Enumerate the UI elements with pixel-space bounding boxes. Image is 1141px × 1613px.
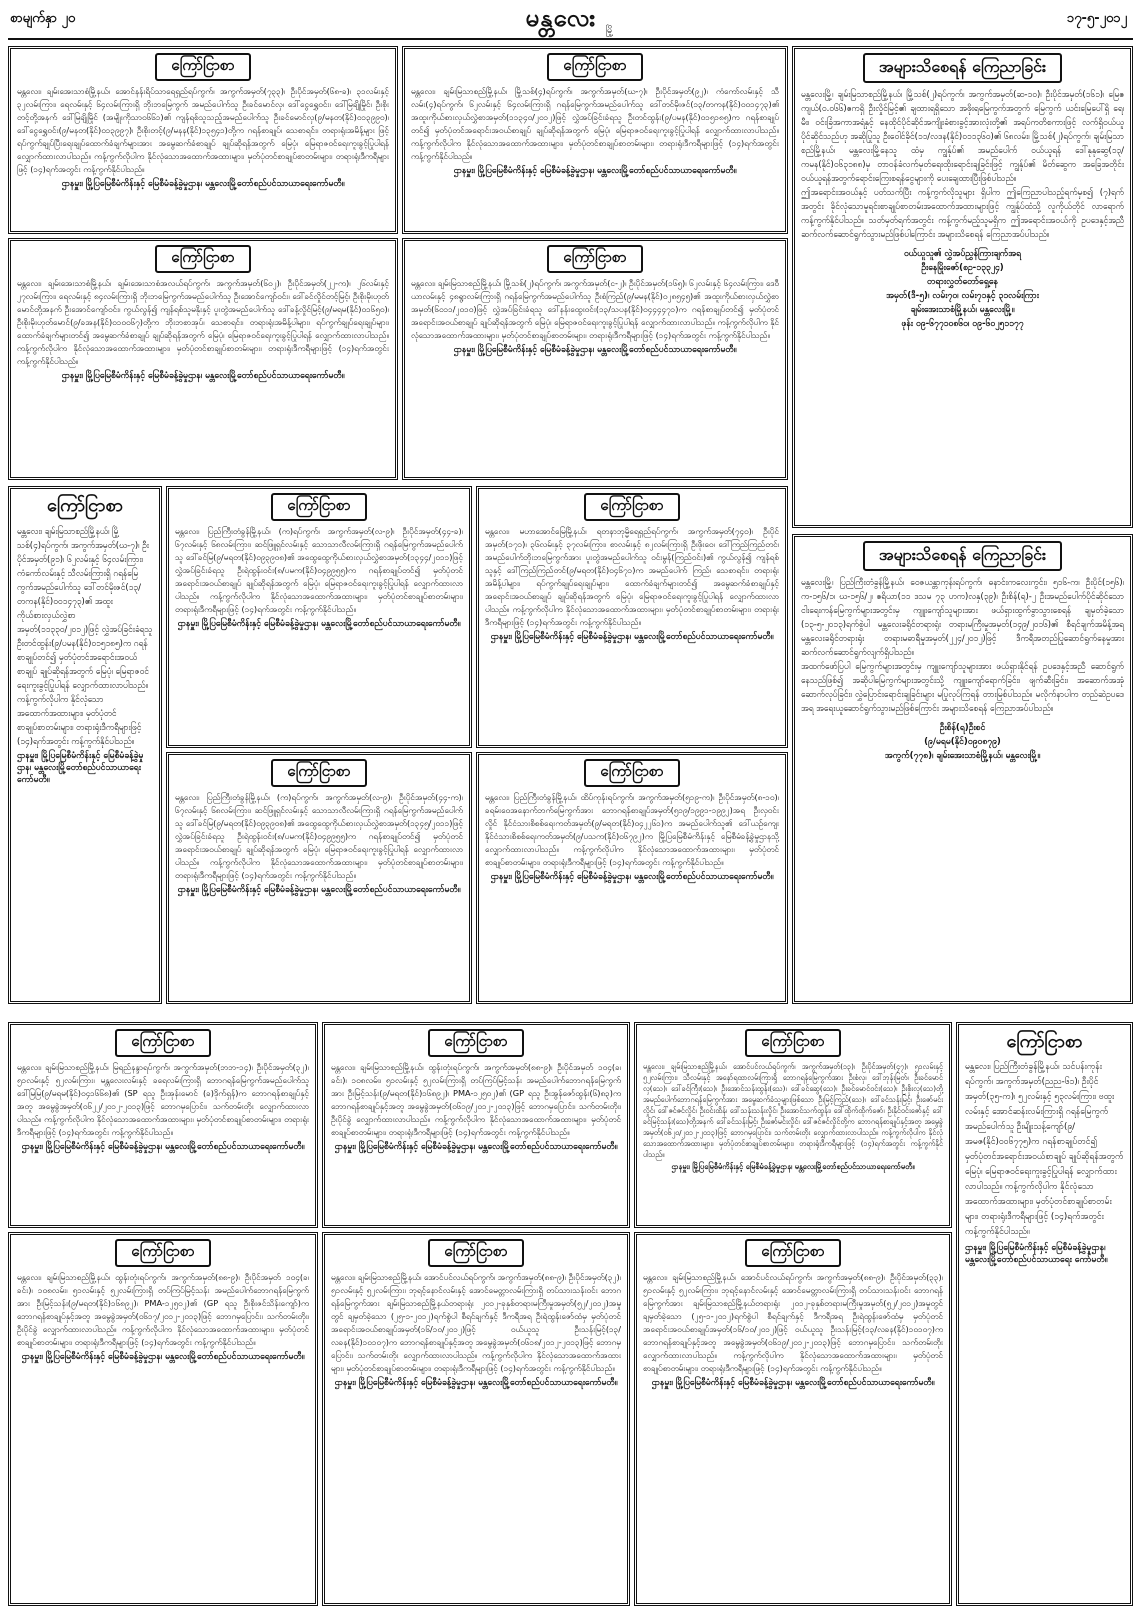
notice-title: ကြော်ငြာစာ [584,759,679,787]
notice [166,1008,788,1018]
notice-title: ကြော်ငြာစာ [745,1029,840,1057]
notice [402,46,788,234]
notice-text: မန္တလေး၊ ချမ်းမြသာစည်မြို့နယ်၊ မြို့သစ်(၄)ရပ်ကွက်၊ အကွက်အမှတ်(ဃ-၇)၊ ဦးပိုင်အမှတ်(၉၂)၊ ကံကော်လမ်းနှင့် သီလမ်း(၄)ရပ်ကွက်၊ ၆၂လမ်းနှင့် ၆၄လမ်းကြားရှိ ဂရန်မြေကွက်အမည်ပေါက်သူ ဒေါ်တင်မိုးဇင်(၁၃/တကန(နိုင်)၀၀၁၄၇၃)၏ အထူးကိုယ်စားလှယ်လွှဲစာအမှတ်(၁၁၃၄၀/၂၀၁၂)ဖြင့် လွှဲအပ်ခြင်းခံရသူ ဦးတင်ထွန်း(၉/ပမန(နိုင်)၀၁၅၁၈၅)က ဂရန်စာချုပ်တင်၍ မှတ်ပုံတင်အရောင်းအဝယ်စာချုပ် ချုပ်ဆိုရန်အတွက် မြေပုံ၊ မြေရာဇဝင်ရေးကူးခွင့်ပြုပါရန် လျှောက်ထားလာပါသည်။ ကန့်ကွက်လိုပါက နိုင်လုံသောအထောက်အထားများ၊ မှတ်ပုံတင်စာချုပ်စာတမ်းများ၊ တရားရုံးဒီကရီများဖြင့် (၁၄)ရက်အတွင်း ကန့်ကွက်နိုင်ပါသည်။ [411,86,782,161]
notice-text: မန္တလေး၊ မဟာအောင်မြေမြို့နယ်၊ ရတနာဘုမ္မိရေရှည်ရပ်ကွက်၊ အကွက်အမှတ်(၇၄၀)၊ ဦးပိုင်အမှတ်(၁၇၁)၊ ၃၆လမ်းနှင့် ၃၇လမ်းကြား၊ စာလမ်းနှင့် ၈၂လမ်းကြားရှိ ဦးဖိုးဝေ၊ ဒေါ်ကြည်ကြည်တင်၊ အမည်ပေါက်ဘိုးဘမြေကွက်အား ပူးတွဲအမည်ပေါက်သူ ဝင်းမွန်(ကြည်ဝင်း)၏ ကွယ်လွန်၍ ကျန်ရစ်သူနှင့် ဒေါ်ကြည်ကြည်တင်(၉/မရတ(နိုင်)၀၄၆၇၁)က အမည်ပေါက် ကြည်၊ သေစာရင်း၊ တရားရုံးအမိန့်ပါများ၊ ရပ်ကွက်ချုပ်ရေးချုပ်များ၊ ထောက်ခံချက်များတင်၍ အမွေဆက်ခံစာချုပ်နှင့် အရောင်းအဝယ်စာချုပ် ချုပ်ဆိုရန်အတွက် မြေပုံ၊ မြေရာဇဝင်ရေးကူးခွင့်ပြုပါရန် လျှောက်ထားလာပါသည်။ ကန့်ကွက်လိုပါက နိုင်လုံသောအထောက်အထားများ၊ မှတ်ပုံတင်စာချုပ်စာတမ်းများ၊ တရားရုံးဒီကရီများဖြင့် (၁၄)ရက်အတွင်း ကန့်ကွက်နိုင်ပါသည်။ [485,526,782,627]
notice-signature: ဌာနမှူး၊ မြို့ပြမြေစီမံကိန်းနှင့် မြေစီမံခန့်ခွဲမှုဌာန၊ မန္တလေးမြို့တော်စည်ပင်သာယာရေးကော်မတီ။ [61,179,345,189]
narrow-notice [956,1022,1133,1606]
notice [322,1232,630,1606]
notice-text: မန္တလေး၊ ပြည်ကြီးတံခွန်မြို့နယ်၊ သင်ပန်းကုန်းရပ်ကွက်၊ အကွက်အမှတ်(ညည-၆၁)၊ ဦးပိုင်အမှတ်(၃၅-က)၊ ၅၂လမ်းနှင့် ၅၃လမ်းကြား၊ ဗထူးလမ်းနှင့် အောင်ဆန်းလမ်းကြားရှိ ဂရန်မြေကွက်အမည်ပေါက်သူ ဦးမျိုးသန့်ကျော်(၉/အမဇ(နိုင်)၀၀၆၇၇၅)က ဂရန်စာချုပ်တင်၍ မှတ်ပုံတင်အရောင်းအဝယ်စာချုပ် ချုပ်ဆိုရန်အတွက် မြေပုံ၊ မြေရာဇဝင်ရေးကူးခွင့်ပြုပါရန် လျှောက်ထားလာပါသည်။ ကန့်ကွက်လိုပါက နိုင်လုံသောအထောက်အထားများ၊ မှတ်ပုံတင်စာချုပ်စာတမ်းများ၊ တရားရုံးဒီကရီများဖြင့် (၁၄)ရက်အတွင်း ကန့်ကွက်နိုင်ပါသည်။ [965,1062,1127,1237]
sig-line: ချမ်းအေးသာစံမြို့နယ်၊ မန္တလေးမြို့။ [910,305,1015,315]
notice-title: ကြော်ငြာစာ [155,245,250,273]
page-number: စာမျက်နှာ ၂၀ [10,11,76,26]
public-notice-signature [801,247,1124,331]
notice-title: ကြော်ငြာစာ [584,493,679,521]
notice-title: ကြော်ငြာစာ [428,1239,523,1267]
sig-line: ဖုန်း ၀၉-၆၇၇၁၀၈၆၀၊ ၀၉-၆၀၂၅၁၁၇၇ [901,319,1024,329]
notice-title: ကြော်ငြာစာ [745,1239,840,1267]
public-notice-signature [801,721,1124,763]
public-notice-title: အများသိစေရန် ကြေညာခြင်း [863,541,1062,571]
notice [476,486,788,748]
notice-text: မန္တလေး၊ ချမ်းမြသာစည်မြို့နယ်၊ ထွန်းတုံးရပ်ကွက်၊ အကွက်အမှတ်(၈၈-၉)၊ ဦးပိုင်အမှတ် ၁၀၄(ခ၊ခင်း)၊ ၁၀၈လမ်း၊ ၅၁လမ်းနှင့် ၅၂လမ်းကြားရှိ တပ်ကြပ်မြင့်သန်း အမည်ပေါက်ဘောဂရန်မြေကွက်အား ဦးမြင့်သန်း(၉/မရတ(နိုင်)၁၆၈၉၂)၊ PMA-၁၂၅၀၂)၏ (GP ရသူ ဦးအွန်ဇော်ထွန်း(၆)၈၃)က ဘောဂရန်စာချုပ်နှင့်အတူ အမွေခွဲအမှတ်(၀၆၁၉/၂၀၁၂-၂၀၁၃)ဖြင့် ဘောဂမှပြောင်း၊ သက်တမ်းတိုး၊ ဦးပိုင်ခွဲ လျှောက်ထားလာပါသည်။ ကန့်ကွက်လိုပါက နိုင်လုံသောအထောက်အထားများ၊ မှတ်ပုံတင်စာချုပ်စာတမ်းများ၊ တရားရုံးဒီကရီများဖြင့် (၁၄)ရက်အတွင်း ကန့်ကွက်နိုင်ပါသည်။ [331,1062,624,1137]
narrow-notice [8,486,162,1004]
notice-text: မန္တလေး၊ ချမ်းမြသာစည်မြို့နယ်၊ အောင်ပင်လယ်ရပ်ကွက်၊ အကွက်အမှတ်(၁၃)၊ ဦးပိုင်အမှတ်(၄၇)၊ ၅၁လမ်းနှင့် ၅၂လမ်းကြား၊ သီလမ်းနှင့် အနော်ရထာလမ်းကြားရှိ ဘောဂရန်မြေကွက်အား ဦးစံလှ၊ ဒေါ်ဘုန်းမြတ်၊ ဦးခင်မောင်လှ(သေ)၊ ဒေါ်ခင်ကြီး(သေ)၊ ဦးအောင်သန်းထွန်း(သေ)၊ ဒေါ်ခင်ဆွေ(သေ)၊ ဦးခင်မောင်ဝင်း(သေ)၊ ဦးစိုးလှ(သေ)တို့ အမည်ပေါက်ဘောဂရန်မြေကွက်အား အမွေဆက်ခံသူများဖြစ်သော ဦးမြင့်ကြည်(သေ)၊ ဒေါ်ခင်သန်းမြင့်၊ ဦးဇော်မင်းလှိုင်၊ ဒေါ်ဇင်ဇင်လှိုင်၊ ဦးဝင်းထိန်၊ ဒေါ်သန်းသန်းလှိုင်၊ ဦးအောင်သက်ထွန်း၊ ဒေါ်ထိုက်ထိုက်ဇော်၊ ဦးနိုင်ဝင်းဇော်နှင့် ဒေါ်ခင်မြင့်သန်း(သေ)တို့အနက် ဒေါ်ခင်သန်းမြင့်၊ ဦးဇော်မင်းလှိုင်၊ ဒေါ်ဇင်ဇင်လှိုင်တို့က ဘောဂရန်စာချုပ်နှင့်အတူ အမွေခွဲအမှတ်(၀၆၂၀/၂၀၁၂-၂၀၁၃)ဖြင့် ဘောဂမှပြောင်း၊ သက်တမ်းတိုး လျှောက်ထားလာပါသည်။ ကန့်ကွက်လိုပါက နိုင်လုံသောအထောက်အထားများ၊ မှတ်ပုံတင်စာချုပ်စာတမ်းများ၊ တရားရုံးဒီကရီများဖြင့် (၁၄)ရက်အတွင်း ကန့်ကွက်နိုင်ပါသည်။ [643,1062,946,1159]
page-header [0,0,1141,40]
notice-text: မန္တလေး၊ ပြည်ကြီးတံခွန်မြို့နယ်၊ ထိပ်ကုန်းရပ်ကွက်၊ အကွက်အမှတ်(၅၁၉-က)၊ ဦးပိုင်အမှတ်(၈-၁၀)၊ ခရမ်းဝေအနောက်ဘက်မြေကွက်အား ဘောဂရန်စာချုပ်အမှတ်(၅၁၉/၁၉၉၁-၁၉၉၂)အရ ဦးလှဝင်းလှိုင် နိုင်ငံသားစိစစ်ရေးကတ်အမှတ်(၉/မရတ(နိုင်)၀၄၂၂၆၁)က အမည်ပေါက်သူ၏ ဒေါ်ယဉ်ကျေး နိုင်ငံသားစိစစ်ရေးကတ်အမှတ်(၉/ပသက(နိုင်)၀၆၇၉၂)က မြို့ပြမြေစီမံကိန်းနှင့် မြေစီမံခန့်ခွဲမှုဌာနသို့ လျှောက်ထားလာပါသည်။ ကန့်ကွက်လိုပါက နိုင်လုံသောအထောက်အထားများ၊ မှတ်ပုံတင်စာချုပ်စာတမ်းများ၊ တရားရုံးဒီကရီများဖြင့် (၁၄)ရက်အတွင်း ကန့်ကွက်နိုင်ပါသည်။ [485,792,782,867]
notice-signature: ဌာနမှူး၊ မြို့ပြမြေစီမံကိန်းနှင့် မြေစီမံခန့်ခွဲမှုဌာန၊ မန္တလေးမြို့တော်စည်ပင်သာယာရေးကော်မတီ။ [177,619,461,629]
notice-title: ကြော်ငြာစာ [46,495,124,516]
notice-text: မန္တလေး၊ ပြည်ကြီးတံခွန်မြို့နယ်၊ (က)ရပ်ကွက်၊ အကွက်အမှတ်(လ-၉)၊ ဦးပိုင်အမှတ်(၄၄-က)၊ ၆၇လမ်းနှင့် ၆၈လမ်းကြား၊ ဆင်ဖြူရှင်လမ်းနှင့် သောသာလီလမ်းကြားရှိ ဂရန်မြေကွက်အမည်ပေါက်သူ ဒေါ်ခင်မြ(၉/မရတ(နိုင်)၀၉၃၉၀၈)၏ အထွေထွေကိုယ်စားလှယ်လွှဲစာအမှတ်(၁၃၄၅/၂၀၁၁)ဖြင့် လွှဲအပ်ခြင်းခံရသူ ဦးရဲထွန်းဝင်း(၈/ပမက(နိုင်)၀၄၉၉၅၅)က ဂရန်စာချုပ်တင်၍ မှတ်ပုံတင်အရောင်းအဝယ်စာချုပ် ချုပ်ဆိုရန်အတွက် မြေပုံ၊ မြေရာဇဝင်ရေးကူးခွင့်ပြုပါရန် လျှောက်ထားလာပါသည်။ ကန့်ကွက်လိုပါက နိုင်လုံသောအထောက်အထားများ၊ မှတ်ပုံတင်စာချုပ်စာတမ်းများ၊ တရားရုံးဒီကရီများဖြင့် (၁၄)ရက်အတွင်း ကန့်ကွက်နိုင်ပါသည်။ [175,792,466,880]
notice-signature: ဌာနမှူး၊ မြို့ပြမြေစီမံကိန်းနှင့် မြေစီမံခန့်ခွဲမှုဌာန၊ မန္တလေးမြို့တော်စည်ပင်သာယာရေးကော်မတီ။ [490,872,774,882]
notice-signature: ဌာနမှူး၊ မြို့ပြမြေစီမံကိန်းနှင့် မြေစီမံခန့်ခွဲမှုဌာန၊ မန္တလေးမြို့တော်စည်ပင်သာယာရေးကော်မတီ။ [21,1352,305,1362]
notice [634,1022,952,1228]
notice-signature: ဌာနမှူး၊ မြို့ပြမြေစီမံကိန်းနှင့် မြေစီမံခန့်ခွဲမှုဌာန၊ မန္တလေးမြို့တော်စည်ပင်သာယာရေးကော်မတီ။ [334,1378,618,1388]
notice-signature: ဌာနမှူး၊ မြို့ပြမြေစီမံကိန်းနှင့် မြေစီမံခန့်ခွဲမှုဌာန၊ မန္တလေးမြို့တော်စည်ပင်သာယာရေးကော်မတီ။ [490,632,774,642]
notice-title: ကြော်ငြာစာ [115,1029,210,1057]
notice-title: ကြော်ငြာစာ [115,1239,210,1267]
notice [8,1022,318,1228]
notice [322,1022,630,1228]
sig-line: အကွက်(၇၇၈)၊ ချမ်းအေးသာစံမြို့နယ်၊ မန္တလေးမြို့။ [884,751,1041,761]
notice [166,752,472,1004]
notice-text: မန္တလေး၊ ချမ်းအေးသာစံမြို့နယ်၊ အောင်နန်းရိပ်သာရေရှည်ရပ်ကွက်၊ အကွက်အမှတ်(၇၃၃)၊ ဦးပိုင်အမှတ်(၆၈-ခ)၊ ၃၁လမ်းနှင့် ၃၂လမ်းကြား၊ ရေလမ်းနှင့် ၆၄လမ်းကြားရှိ ဘိုးဘမြေကွက် အမည်ပေါက်သူ ဦးခင်မောင်လှ၊ ဒေါ်ငွေရွှေဝင်း၊ ဒေါ်မြချိုမြိုင်၊ ဦးစိုးတင့်တို့အနက် ဒေါ်မြချိုမြိုင် (အမျိုးကိုသာ၀၆၆၁)၏ ကျန်ရစ်သူသည့်အမည်ပေါက်သူ ဦးခင်မောင်လှ(၉/မနတ(နိုင်)၀၁၃၉၉၀)၊ ဒေါ်ငွေရွှေဝင်း(၉/မနတ(နိုင်)၀၁၃၉၉၇)၊ ဦးစိုးတင့်(၉/မနန(နိုင်)၁၃၅၄၁)တို့က ဂရန်စာချုပ်၊ သေစာရင်း၊ တရားရုံးအမိန့်များ ဖြင့် ရပ်ကွက်ချုပ်ပြီးရေးချုပ်ထောက်ခံချက်များအား အမွေဆက်ခံစာချုပ် ချုပ်ဆိုရန်အတွက် မြေပုံ၊ မြေရာဇဝင်ရေးကူးခွင့်ပြုပါရန် လျှောက်ထားလာပါသည်။ ကန့်ကွက်လိုပါက နိုင်လုံသောအထောက်အထားများ၊ မှတ်ပုံတင်စာချုပ်စာတမ်းများ၊ တရားရုံးဒီကရီများဖြင့် (၁၄)ရက်အတွင်း ကန့်ကွက်နိုင်ပါသည်။ [17,86,392,174]
notice-text: မန္တလေး၊ ချမ်းမြသာစည်မြို့နယ်၊ အောင်ပင်လယ်ရပ်ကွက်၊ အကွက်အမှတ်(၈၈-၉)၊ ဦးပိုင်အမှတ်(၃၂)၊ ၅၁လမ်းနှင့် ၅၂လမ်းကြား၊ ဘုရင့်နောင်လမ်းနှင့် အောင်မေတ္တာလမ်းကြားရှိ တပ်သားသန်းဝင်း ဘောဂရန်မြေကွက်အား ချမ်းမြသာစည်မြို့နယ်တရားရုံး ၂၀၁၂-ခုနှစ်တရားမကြီးမှုအမှတ်(၅၂/၂၀၁၂)အမှုတွင် ချမှတ်ခဲ့သော (၂၅-၁-၂၀၁၂)ရက်စွဲပါ စီရင်ချက်နှင့် ဒီကရီအရ ဦးရဲထွန်းဇော်ထံမှ မှတ်ပုံတင်အရောင်းအဝယ်စာချုပ်အမှတ်(၁၆/၁၀/၂၀၁၂)ဖြင့် ဝယ်ယူသူ ဦးသန်းမြင့်(၁၃/လခန(နိုင်)၁၀၁၀၇)က ဘောဂရန်စာချုပ်နှင့်အတူ အမွေခွဲအမှတ်(၀၆၁၈/၂၀၁၂-၂၀၁၃)ဖြင့် ဘောဂမှပြောင်း၊ သက်တမ်းတိုး လျှောက်ထားလာပါသည်။ ကန့်ကွက်လိုပါက နိုင်လုံသောအထောက်အထားများ၊ မှတ်ပုံတင်စာချုပ်စာတမ်းများ၊ တရားရုံးဒီကရီများဖြင့် (၁၄)ရက်အတွင်း ကန့်ကွက်နိုင်ပါသည်။ [331,1272,624,1373]
notice-signature: ဌာနမှူး၊ မြို့ပြမြေစီမံကိန်းနှင့် မြေစီမံခန့်ခွဲမှုဌာန၊ မန္တလေးမြို့တော်စည်ပင်သာယာရေး ကော်မတီ။ [965,1243,1108,1265]
notice-signature: ဌာနမှူး၊ မြို့ပြမြေစီမံကိန်းနှင့် မြေစီမံခန့်ခွဲမှုဌာန၊ မန္တလေးမြို့တော်စည်ပင်သာယာရေးကော်မတီ။ [453,166,737,176]
notice-signature: ဌာနမှူး၊ မြို့ပြမြေစီမံကိန်းနှင့် မြေစီမံခန့်ခွဲမှုဌာန၊ မန္တလေးမြို့တော်စည်ပင်သာယာရေးကော်မတီ။ [453,345,737,355]
notice-signature: ဌာနမှူး၊ မြို့ပြမြေစီမံကိန်းနှင့် မြေစီမံခန့်ခွဲမှုဌာန၊ မန္တလေးမြို့တော်စည်ပင်သာယာရေးကော်မတီ။ [17,751,144,785]
notice [8,46,398,234]
masthead-logo [495,2,645,38]
notice-text: မန္တလေး၊ ချမ်းမြသာစည်မြို့နယ်၊ ထွန်းတုံးရပ်ကွက်၊ အကွက်အမှတ်(၈၈-၉)၊ ဦးပိုင်အမှတ် ၁၀၄(ခ၊ခင်း)၊ ၁၀၈လမ်း၊ ၅၁လမ်းနှင့် ၅၂လမ်းကြားရှိ တပ်ကြပ်မြင့်သန်း အမည်ပေါက်ဘောဂရန်မြေကွက်အား ဦးမြင့်သန်း(၉/မရတ(နိုင်)၁၆၈၉၂)၊ PMA-၁၂၅၀၂)၏ (GP ရသူ ဦးစိုးဇင်သိန်းကျော်)က ဘောဂရန်စာချုပ်နှင့်အတူ အမွေခွဲအမှတ်(၀၆၁၇/၂၀၁၂-၂၀၁၃)ဖြင့် ဘောဂမှပြောင်း၊ သက်တမ်းတိုး၊ ဦးပိုင်ခွဲ လျှောက်ထားလာပါသည်။ ကန့်ကွက်လိုပါက နိုင်လုံသောအထောက်အထားများ၊ မှတ်ပုံတင်စာချုပ်စာတမ်းများ၊ တရားရုံးဒီကရီများဖြင့် (၁၄)ရက်အတွင်း ကန့်ကွက်နိုင်ပါသည်။ [17,1272,312,1347]
notice-title: ကြော်ငြာစာ [271,759,366,787]
issue-date: ၁၇-၅-၂၀၁၂ [1066,11,1127,26]
masthead-subtitle: မြို့ [605,26,615,36]
public-notice-text: မန္တလေးမြို့၊ ပြည်ကြီးတံခွန်မြို့နယ်၊ ဝေဇယန္တာကုန်းရပ်ကွက်၊ ဓနာင်းကလေးကွင်း၊ ၅၁၆-က၊ ဦးပိုင်(၁၅၆)၊ က-၁၅၆/၁၊ ဃ-၁၅၆/၂၊ ဧရိယာ(၁၁ ဒသမ ၇၃ ဟက)လနှ(၃၉)၊ ဦးစိန်(ရ)-၂ ဦးအမည်ပေါက်ပိုင်ဆိုင်သော ငါးရေးကန်မြေကွက်များအတွင်းမှ ကျူးကျော်သူများအား ဖယ်ရှားထွက်ခွာသွားစေရန် ချမှတ်ခဲ့သော (၁၃-၅-၂၀၁၃)ရက်စွဲပါ မန္တလေးခရိုင်တရားရုံး တရားမကြီးမှုအမှတ်(၁၄၉/၂၀၁၆)၏ စီရင်ချက်အမိန့်အရ မန္တလေးခရိုင်တရားရုံး တရားမဓာရီမှုအမှတ်(၂၂၄/၂၀၁၂)ဖြင့် ဒီကရီအတည်ပြုဆောင်ရွက်နေမှုအား ဆက်လက်ဆောင်ရွက်လျက်ရှိပါသည်။ အထက်ဖော်ပြပါ မြေကွက်များအတွင်းမှ ကျူးကျော်သူများအား ဖယ်ရှားနိုင်ရန် ဥပဒေနှင့်အညီ ဆောင်ရွက်နေသည်ဖြစ်၍ အဆိုပါမြေကွက်များအတွင်းသို့ ကျူးကျော်ရောက်ခြင်း၊ ဖျက်ဆီးခြင်း၊ အဆောက်အအုံဆောက်လုပ်ခြင်း၊ လွှဲပြောင်းရောင်းချခြင်းများ မပြုလုပ်ကြရန် တားမြစ်ပါသည်။ မလိုက်နာပါက တည်ဆဲဥပဒေအရ အရေးယူဆောင်ရွက်သွားမည်ဖြစ်ကြောင်း အများသိစေရန် ကြေညာအပ်ပါသည်။ [801,577,1124,713]
public-notice-text: မန္တလေးမြို့၊ ချမ်းမြသာစည်မြို့နယ်၊ မြို့သစ်(၂)ရပ်ကွက်၊ အကွက်အမှတ်(ဆ-၁၀)၊ ဦးပိုင်အမှတ်(၁၆၁)၊ မြေဧကျယ်(၀.၀၆၆)ဧကရှိ ဦးလှိုင်မြင့်၏ ချထားရရှိသော အဖိုးရမြေကွက်အတွက် မြေကွက် ယင်းမြေပေါ်ရှိ ရေ၊ မီး၊ ဝင်းခြံအကာအရံနှင့် နေထိုင်ပိုင်ဆိုင်အကျိုးခံစားခွင့်အားလုံးတို့၏ အရပ်ကတိစကားဖြင့် လက်ရှိဝယ်ယူပိုင်ဆိုင်သည်ဟု အဆိုပြုသူ ဦးဝေါင်ခိုင်(၁၁/လဒန(နိုင်)၀၁၁၃၆၀)၏ ၆၈လမ်း၊ မြို့သစ်(၂)ရပ်ကွက်၊ ချမ်းမြသာစည်မြို့နယ်၊ မန္တလေးမြို့နေသူ ထံမှ ကျွန်ုပ်၏ အမည်ပေါက် ဝယ်ယူရန် ဒေါ်နုနုဆွေ(၁၃/ကမန(နိုင်)၀၆၃၁၈၈)မှ တာဝန်ခံလက်မှတ်ရေးထိုးရောင်းချခြင်းဖြင့် ကျွန်ုပ်၏ မိတ်ဆွေက အခြေအတိုင်းဝယ်ယူရန်အတွက်ရောင်းကြေးစရန်ငွေများကို ပေးချေထားပြီးဖြစ်ပါသည်။ ဤအရောင်းအဝယ်နှင့် ပတ်သက်ပြီး ကန့်ကွက်လိုသူများ ရှိပါက ဤကြေညာပါသည့်ရက်မှစ၍ (၇)ရက်အတွင်း ခိုင်လုံသောမူရင်းစာချုပ်စာတမ်းအထောက်အထားများဖြင့် ကျွန်ုပ်ထံသို့ လူကိုယ်တိုင် လာရောက်ကန့်ကွက်နိုင်ပါသည်။ သတ်မှတ်ရက်အတွင်း ကန့်ကွက်မည့်သူမရှိက ဤအရောင်းအဝယ်ကို ဥပဒေနှင့်အညီ ဆက်လက်ဆောင်ရွက်သွားမည်ဖြစ်ပါကြောင်း အများသိစေရန် ကြေညာအပ်ပါသည်။ [801,89,1124,239]
sig-line: ဦးစိန်(ရ)ဦးစင် [939,723,986,733]
notice-signature: ဌာနမှူး၊ မြို့ပြမြေစီမံကိန်းနှင့် မြေစီမံခန့်ခွဲမှုဌာန၊ မန္တလေးမြို့တော်စည်ပင်သာယာရေးကော်မတီ။ [61,371,345,381]
notice-title: ကြော်ငြာစာ [547,53,642,81]
notice-signature: ဌာနမှူး၊ မြို့ပြမြေစီမံကိန်းနှင့် မြေစီမံခန့်ခွဲမှုဌာန၊ မန္တလေးမြို့တော်စည်ပင်သာယာရေးကော်မတီ။ [334,1142,618,1152]
notice-signature: ဌာနမှူး၊ မြို့ပြမြေစီမံကိန်းနှင့် မြေစီမံခန့်ခွဲမှုဌာန၊ မန္တလေးမြို့တော်စည်ပင်သာယာရေးကော်မတီ။ [671,1162,915,1171]
sig-line: အမှတ်(ဒီ-၅)၊ လမ်း၇၀၊ လမ်း၇၁နှင့် ၃၁လမ်းကြား [886,291,1039,301]
sig-line: ဦးနေမြိုးဇော်(စဥ-၁၃၃၂၄) [921,263,1004,273]
sig-line: တရားလွှတ်တော်ရှေ့နေ [927,277,998,287]
notice-signature: ဌာနမှူး၊ မြို့ပြမြေစီမံကိန်းနှင့် မြေစီမံခန့်ခွဲမှုဌာန၊ မန္တလေးမြို့တော်စည်ပင်သာယာရေးကော်မတီ။ [177,885,461,895]
notice-signature: ဌာနမှူး၊ မြို့ပြမြေစီမံကိန်းနှင့် မြေစီမံခန့်ခွဲမှုဌာန၊ မန္တလေးမြို့တော်စည်ပင်သာယာရေးကော်မတီ။ [651,1378,935,1388]
notice-title: ကြော်ငြာစာ [428,1029,523,1057]
notice-text: မန္တလေး၊ ချမ်းအေးသာစံမြို့နယ်၊ ချမ်းအေးသာစံအလယ်ရပ်ကွက်၊ အကွက်အမှတ်(၆၀၂)၊ ဦးပိုင်အမှတ်(၂၂-က)၊ ၂၆လမ်းနှင့် ၂၇လမ်းကြား၊ ရေလမ်းနှင့် ၈၄လမ်းကြားရှိ ဘိုးဘမြေကွက်အမည်ပေါက်သူ ဦးအောင်ကျော်ဝင်း၊ ဒေါ်ခင်လှိုင်တင့်မြင့်၊ ဦးစိုးမိုးဟုတ်မောင်တို့အနက် ဦးအောင်ကျော်ဝင်း၊ ကွယ်လွန်၍ ကျန်ရစ်သူမနိုးနှင့် ပူးတွဲအမည်ပေါက်သူ ဒေါ်ခန့်လှိုင်မြင့်(၉/မရမ(နိုင်)၀၁၆၅၀)၊ ဦးစိုးမိုးဟုတ်မောင်(၉/ခအန(နိုင်)၀၁၀၀၆၇)တို့က ဘိုးဘစာအုပ်၊ သေစာရင်း၊ တရားရုံးအမိန့်ပါများ၊ ရပ်ကွက်ချုပ်ရေးချုပ်များ၊ ထောက်ခံချက်များတင်၍ အမွေဆက်ခံစာချုပ် ချုပ်ဆိုရန်အတွက် မြေပုံ၊ မြေရာဇဝင်ရေးကူးခွင့်ပြုပါရန် လျှောက်ထားလာပါသည်။ ကန့်ကွက်လိုပါက နိုင်လုံသောအထောက်အထားများ၊ မှတ်ပုံတင်စာချုပ်စာတမ်းများ၊ တရားရုံးဒီကရီများဖြင့် (၁၄)ရက်အတွင်း ကန့်ကွက်နိုင်ပါသည်။ [17,278,392,366]
notice [634,1232,952,1606]
notice [8,1232,318,1606]
notice-text: မန္တလေး၊ ချမ်းမြသာစည်မြို့နယ်၊ မြရည်နန္ဒာရပ်ကွက်၊ အကွက်အမှတ်(ဘဘ-၁၄)၊ ဦးပိုင်အမှတ်(၃၂)၊ ၅၁လမ်းနှင့် ၅၂လမ်းကြား၊ မန္တလေးလမ်းနှင့် ခရေလမ်းကြားရှိ ဘောဂရန်မြေကွက်အမည်ပေါက်သူ ဒေါ်မြမြ(၉/မရမ(နိုင်)၀၄၁၆၆၈)၏ (SP ရသူ ဦးအုန်းမောင် (ခ)ဒိုက်ရှန်)က ဘောဂရန်စာချုပ်နှင့်အတူ အမွေခွဲအမှတ်(၀၆၂၂/၂၀၁၂-၂၀၁၃)ဖြင့် ဘောဂမှပြောင်း၊ သက်တမ်းတိုး လျှောက်ထားလာပါသည်။ ကန့်ကွက်လိုပါက နိုင်လုံသောအထောက်အထားများ၊ မှတ်ပုံတင်စာချုပ်စာတမ်းများ၊ တရားရုံးဒီကရီများဖြင့် (၁၄)ရက်အတွင်း ကန့်ကွက်နိုင်ပါသည်။ [17,1062,312,1137]
notice-title: ကြော်ငြာစာ [547,245,642,273]
sig-line: ဝယ်ယူသူ၏ လွှဲအပ်ညွှန်ကြားချက်အရ [903,249,1022,259]
notice-signature: ဌာနမှူး၊ မြို့ပြမြေစီမံကိန်းနှင့် မြေစီမံခန့်ခွဲမှုဌာန၊ မန္တလေးမြို့တော်စည်ပင်သာယာရေးကော်မတီ။ [21,1142,305,1152]
notice-title: ကြော်ငြာစာ [271,493,366,521]
notice [476,752,788,1004]
sig-line: (၉/မရမ(နိုင်)၀၉၀၈၇၉) [924,737,1001,747]
notice-title: ကြော်ငြာစာ [155,53,250,81]
public-notice [792,46,1133,528]
notice-text: မန္တလေး၊ ချမ်းမြသာစည်မြို့နယ်၊ အောင်ပင်လယ်ရပ်ကွက်၊ အကွက်အမှတ်(၈၈-၉)၊ ဦးပိုင်အမှတ်(၃၃)၊ ၅၁လမ်းနှင့် ၅၂လမ်းကြား၊ ဘုရင့်နောင်လမ်းနှင့် အောင်မေတ္တာလမ်းကြားရှိ တပ်သားသန်းဝင်း ဘောဂရန်မြေကွက်အား ချမ်းမြသာစည်မြို့နယ်တရားရုံး ၂၀၁၂-ခုနှစ်တရားမကြီးမှုအမှတ်(၅၂/၂၀၁၂)အမှုတွင် ချမှတ်ခဲ့သော (၂၅-၁-၂၀၁၂)ရက်စွဲပါ စီရင်ချက်နှင့် ဒီကရီအရ ဦးရဲထွန်းဇော်ထံမှ မှတ်ပုံတင်အရောင်းအဝယ်စာချုပ်အမှတ်(၁၆/၁၀/၂၀၁၂)ဖြင့် ဝယ်ယူသူ ဦးသန်းမြင့်(၁၃/လခန(နိုင်)၁၀၁၀၇)က ဘောဂရန်စာချုပ်နှင့်အတူ အမွေခွဲအမှတ်(၀၆၁၉/၂၀၁၂-၂၀၁၃)ဖြင့် ဘောဂမှပြောင်း၊ သက်တမ်းတိုး လျှောက်ထားလာပါသည်။ ကန့်ကွက်လိုပါက နိုင်လုံသောအထောက်အထားများ၊ မှတ်ပုံတင်စာချုပ်စာတမ်းများ၊ တရားရုံးဒီကရီများဖြင့် (၁၄)ရက်အတွင်း ကန့်ကွက်နိုင်ပါသည်။ [643,1272,946,1373]
notice-text: မန္တလေး၊ ချမ်းမြသာစည်မြို့နယ်၊ မြို့သစ်(၄)ရပ်ကွက်၊ အကွက်အမှတ်(ဃ-၇)၊ ဦးပိုင်အမှတ်(၉၁)၊ ၆၂လမ်းနှင့် ၆၄လမ်းကြား၊ ကံကော်လမ်းနှင့် သီလမ်းကြားရှိ ဂရန်မြေကွက်အမည်ပေါက်သူ ဒေါ်တင်မိုးဇင်(၁၃/တကန(နိုင်)၀၀၁၄၇၃)၏ အထူးကိုယ်စားလှယ်လွှဲစာအမှတ်(၁၁၃၃၀/၂၀၁၂)ဖြင့် လွှဲအပ်ခြင်းခံရသူ ဦးတင်ထွန်း(၉/ပမန(နိုင်)၀၁၅၁၈၅)က ဂရန်စာချုပ်တင်၍ မှတ်ပုံတင်အရောင်းအဝယ်စာချုပ် ချုပ်ဆိုရန်အတွက် မြေပုံ၊ မြေရာဇဝင်ရေးကူးခွင့်ပြုပါရန် လျှောက်ထားလာပါသည်။ ကန့်ကွက်လိုပါက နိုင်လုံသောအထောက်အထားများ၊ မှတ်ပုံတင်စာချုပ်စာတမ်းများ၊ တရားရုံးဒီကရီများဖြင့် (၁၄)ရက်အတွင်း ကန့်ကွက်နိုင်ပါသည်။ [17,526,156,746]
public-notice [792,534,1133,1004]
notice [166,486,472,748]
public-notice-title: အများသိစေရန် ကြေညာခြင်း [863,53,1062,83]
notice [8,238,398,480]
notice-text: မန္တလေး၊ ချမ်းမြသာစည်မြို့နယ်၊ မြို့သစ်(၂)ရပ်ကွက်၊ အကွက်အမှတ်(င-၂)၊ ဦးပိုင်အမှတ်(၁၆၅)၊ ၆၂လမ်းနှင့် ၆၄လမ်းကြား၊ ဒေဝီယာလမ်းနှင့် ၄၈ရွာလမ်းကြားရှိ ဂရန်မြေကွက်အမည်ပေါက်သူ ဦးစံကြည်(၉/မမန(နိုင်)၀၂၈၅၄၅)၏ အထူးကိုယ်စားလှယ်လွှဲစာအမှတ်(၆၀၁၁/၂၀၁၀)ဖြင့် လွှဲအပ်ခြင်းခံရသူ ဒေါ်နန်းထွေးဝင်း(၁၃/သပန(နိုင်)၀၄၄၄၄၇၁)က ဂရန်စာချုပ်တင်၍ မှတ်ပုံတင်အရောင်းအဝယ်စာချုပ် ချုပ်ဆိုရန်အတွက် မြေပုံ၊ မြေရာဇဝင်ရေးကူးခွင့်ပြုပါရန် လျှောက်ထားလာပါသည်။ ကန့်ကွက်လိုပါက နိုင်လုံသောအထောက်အထားများ၊ မှတ်ပုံတင်စာချုပ်စာတမ်းများ၊ တရားရုံးဒီကရီများဖြင့် (၁၄)ရက်အတွင်း ကန့်ကွက်နိုင်ပါသည်။ [411,278,779,340]
notice-title: ကြော်ငြာစာ [1006,1031,1083,1052]
masthead-title: မန္တလေး [525,4,597,32]
notice-text: မန္တလေး၊ ပြည်ကြီးတံခွန်မြို့နယ်၊ (က)ရပ်ကွက်၊ အကွက်အမှတ်(လ-၉)၊ ဦးပိုင်အမှတ်(၄၄-ခ)၊ ၆၇လမ်းနှင့် ၆၈လမ်းကြား၊ ဆင်ဖြူရှင်လမ်းနှင့် သောသာလီလမ်းကြားရှိ ဂရန်မြေကွက်အမည်ပေါက်သူ ဒေါ်ခင်မြ(၉/မရတ(နိုင်)၀၉၃၉၀၈)၏ အထွေထွေကိုယ်စားလှယ်လွှဲစာအမှတ်(၁၃၄၄/၂၀၁၁)ဖြင့် လွှဲအပ်ခြင်းခံရသူ ဦးရဲထွန်းဝင်း(၈/ပမက(နိုင်)၀၄၉၉၅၅)က ဂရန်စာချုပ်တင်၍ မှတ်ပုံတင်အရောင်းအဝယ်စာချုပ် ချုပ်ဆိုရန်အတွက် မြေပုံ၊ မြေရာဇဝင်ရေးကူးခွင့်ပြုပါရန် လျှောက်ထားလာပါသည်။ ကန့်ကွက်လိုပါက နိုင်လုံသောအထောက်အထားများ၊ မှတ်ပုံတင်စာချုပ်စာတမ်းများ၊ တရားရုံးဒီကရီများဖြင့် (၁၄)ရက်အတွင်း ကန့်ကွက်နိုင်ပါသည်။ [175,526,466,614]
notice [402,238,788,480]
header-divider [8,38,1133,40]
